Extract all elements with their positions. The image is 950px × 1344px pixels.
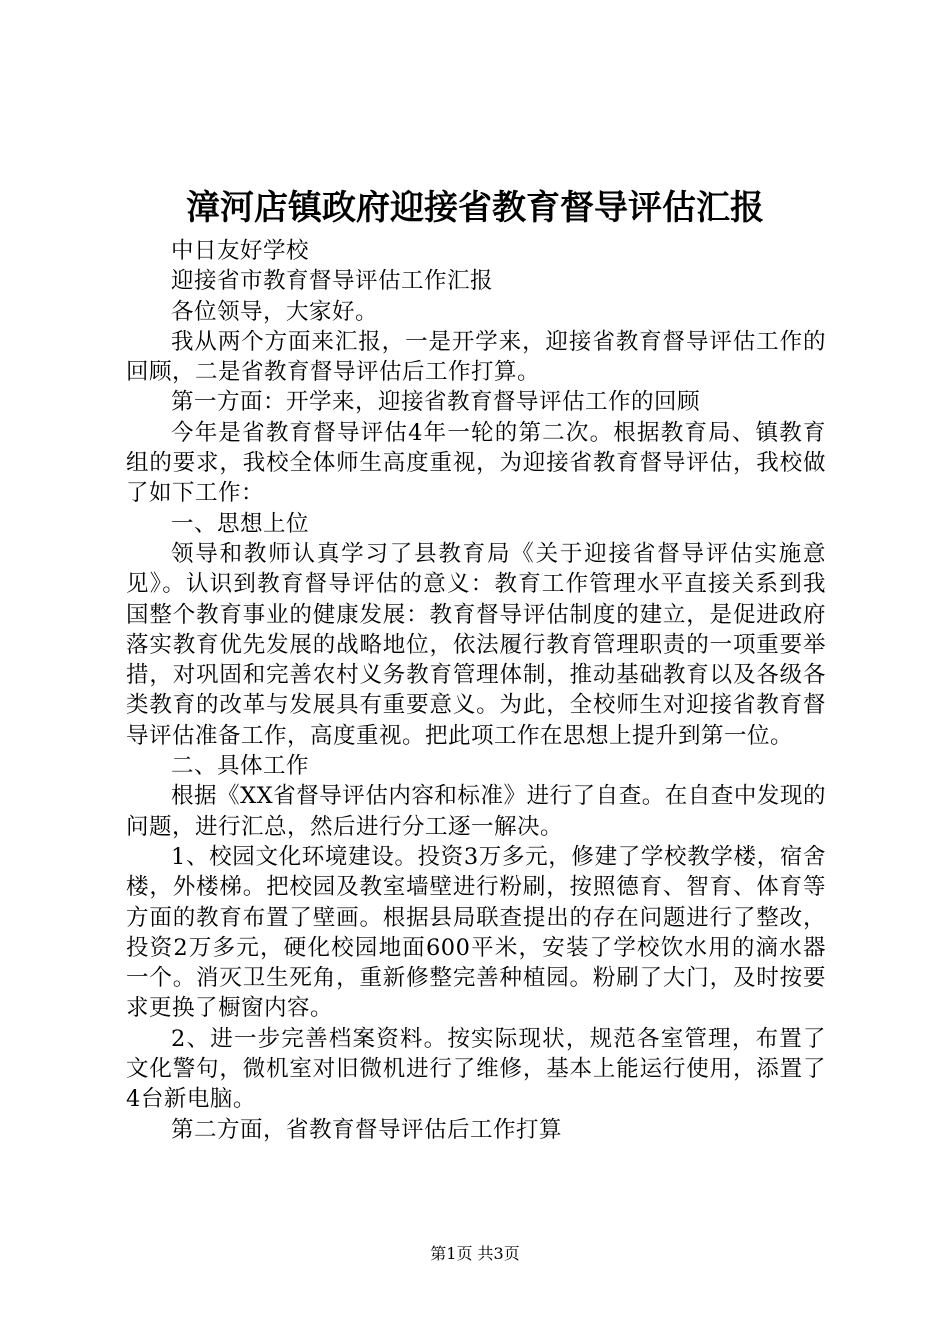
page-number-footer: 第1页 共3页 (430, 1244, 520, 1263)
document-title: 漳河店镇政府迎接省教育督导评估汇报 (186, 188, 764, 228)
paragraph-greeting: 各位领导，大家好。 (171, 298, 379, 325)
paragraph-intro: 我从两个方面来汇报，一是开学来，迎接省教育督导评估工作的回顾，二是省教育督导评估后工作打算。 (126, 328, 826, 386)
heading-part-one: 第一方面：开学来，迎接省教育督导评估工作的回顾 (171, 389, 701, 416)
paragraph-item-two: 2、进一步完善档案资料。按实际现状，规范各室管理，布置了文化警句，微机室对旧微机进行了维修，基本上能运行使用，添置了4台新电脑。 (126, 1025, 826, 1113)
paragraph-item-one: 1、校园文化环境建设。投资3万多元，修建了学校教学楼，宿舍楼，外楼梯。把校园及教室墙壁进行粉刷，按照德育、智育、体育等方面的教育布置了壁画。根据县局联查提出的存在问题进行了整改，投资2万多元，硬化校园地面600平米，安装了学校饮水用的滴水器一个。消灭卫生死角，重新修整完善种植园。粉刷了大门，及时按要求更换了橱窗内容。 (126, 843, 826, 1022)
heading-section-one: 一、思想上位 (171, 510, 310, 537)
document-body (126, 236, 826, 1145)
paragraph-section-two-intro: 根据《XX省督导评估内容和标准》进行了自查。在自查中发现的问题，进行汇总，然后进行分工逐一解决。 (126, 783, 826, 840)
paragraph-school-name: 中日友好学校 (171, 238, 310, 264)
heading-part-two: 第二方面，省教育督导评估后工作打算 (171, 1116, 563, 1143)
paragraph-report-subtitle: 迎接省市教育督导评估工作汇报 (171, 268, 494, 295)
heading-section-two: 二、具体工作 (171, 753, 310, 780)
paragraph-section-one: 领导和教师认真学习了县教育局《关于迎接省督导评估实施意见》。认识到教育督导评估的意义：教育工作管理水平直接关系到我国整个教育事业的健康发展：教育督导评估制度的建立，是促进政府落实教育优先发展的战略地位，依法履行教育管理职责的一项重要举措，对巩固和完善农村义务教育管理体制，推动基础教育以及各级各类教育的改革与发展具有重要意义。为此，全校师生对迎接省教育督导评估准备工作，高度重视。把此项工作在思想上提升到第一位。 (126, 540, 826, 749)
paragraph-part-one-intro: 今年是省教育督导评估4年一轮的第二次。根据教育局、镇教育组的要求，我校全体师生高度重视，为迎接省教育督导评估，我校做了如下工作： (126, 419, 826, 507)
